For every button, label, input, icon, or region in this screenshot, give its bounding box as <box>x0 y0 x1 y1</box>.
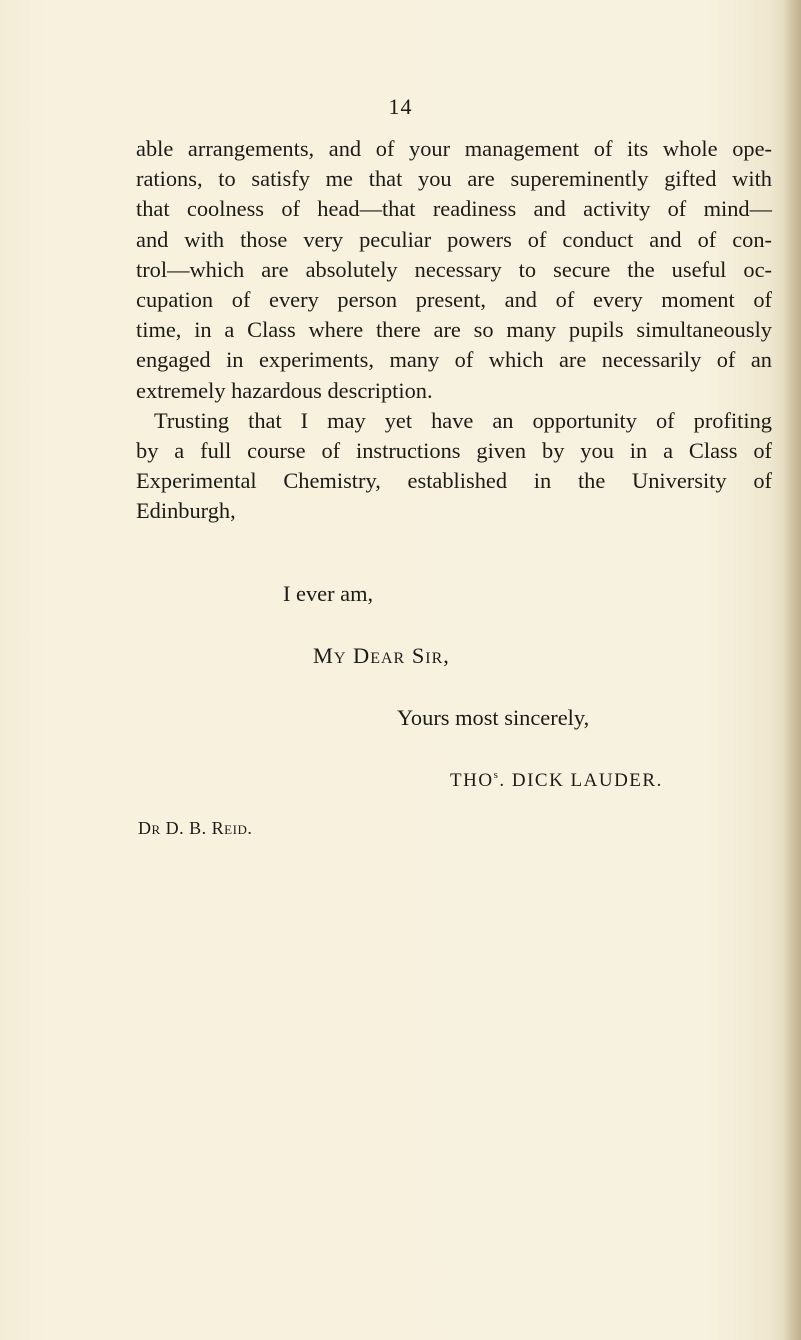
text-line: rations, to satisfy me that you are supereminently gifted with <box>136 166 772 192</box>
signature-superscript: s <box>493 769 500 781</box>
paragraph-2 <box>136 406 772 527</box>
signature-rest: . DICK LAUDER. <box>499 770 663 791</box>
page-edge-shadow <box>783 0 801 1340</box>
text-line: and with those very peculiar powers of conduct and of con- <box>136 226 772 252</box>
text-line: Trusting that I may yet have an opportunity of profiting <box>154 407 772 433</box>
text-line: cupation of every person present, and of every moment of <box>136 287 772 313</box>
signature-prefix: THO <box>450 770 494 791</box>
text-line: by a full course of instructions given by you in a Class of <box>136 438 772 464</box>
text-line: time, in a Class where there are so many pupils simultaneously <box>136 317 772 343</box>
text-line: trol—which are absolutely necessary to secure the useful oc- <box>136 256 772 282</box>
page-number: 14 <box>388 94 413 119</box>
text-line: Experimental Chemistry, established in the University of <box>136 468 772 494</box>
text-line: extremely hazardous description. <box>136 377 433 403</box>
addressee: Dr D. B. Reid. <box>138 818 253 838</box>
paragraph-1 <box>136 134 772 406</box>
salutation-closing: My Dear Sir, <box>313 643 450 668</box>
text-line: that coolness of head—that readiness and activity of mind— <box>136 196 772 222</box>
text-line: Edinburgh, <box>136 498 236 524</box>
text-line: able arrangements, and of your management of its whole ope- <box>136 136 772 161</box>
text-line: engaged in experiments, many of which are necessarily of an <box>136 347 772 373</box>
signature <box>450 769 663 792</box>
closing-line-1: I ever am, <box>283 581 374 606</box>
letter-body <box>136 134 772 527</box>
valediction: Yours most sincerely, <box>397 705 590 730</box>
